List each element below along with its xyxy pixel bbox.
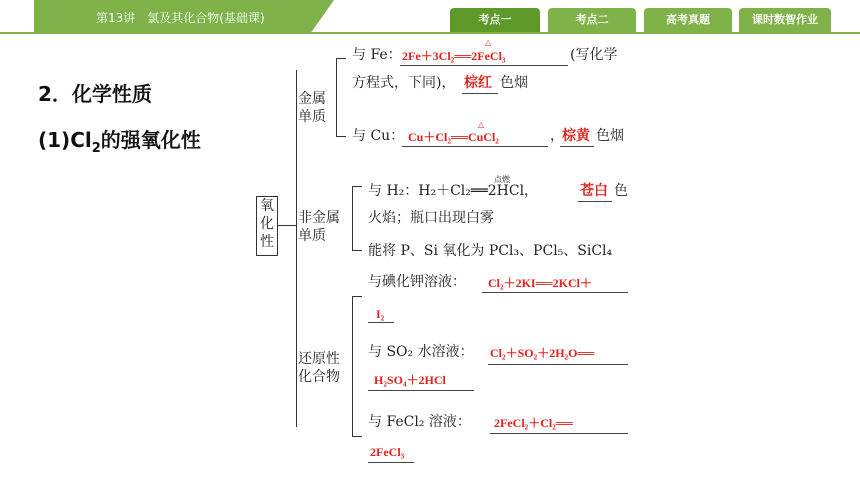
root-oxidizing-box: 氧化性 [256, 196, 278, 256]
fe-prefix: 与 Fe： [352, 47, 402, 63]
so2-prefix: 与 SO₂ 水溶液： [368, 344, 474, 360]
fe-note-2: 方程式，下同)， [352, 75, 456, 91]
cu-color: 棕黄 [562, 129, 590, 144]
metal-bracket-top [336, 58, 346, 59]
so2-underline-2 [368, 390, 474, 391]
reducing-bracket [352, 296, 353, 436]
fecl2-underline-2 [368, 462, 414, 463]
lesson-title: 第13讲 氯及其化合物(基础课) [96, 11, 265, 25]
branch-metal: 金属单质 [298, 91, 326, 125]
ki-underline-2 [368, 322, 394, 323]
cu-color-underline [560, 146, 594, 147]
top-divider [0, 32, 860, 34]
nonmetal-bracket [352, 186, 353, 250]
h2-color: 苍白 [580, 184, 608, 199]
fe-color-underline [462, 93, 498, 94]
fe-condition: △ [485, 38, 492, 47]
ki-equation-2: I₂ [376, 307, 385, 321]
h2-suffix: 色 [614, 183, 628, 199]
nonmetal-bracket-bottom [352, 250, 362, 251]
top-bar [0, 0, 860, 34]
ki-prefix: 与碘化钾溶液： [368, 274, 466, 290]
so2-underline-1 [488, 364, 628, 365]
h2-color-underline [578, 201, 612, 202]
fe-underline [400, 65, 568, 66]
fe-note: (写化学 [570, 47, 618, 63]
nonmetal-bracket-top [352, 186, 362, 187]
metal-bracket-bottom [336, 136, 346, 137]
fe-color: 棕红 [464, 76, 492, 91]
metal-bracket [336, 58, 337, 136]
trunk-line [296, 70, 297, 427]
reducing-bracket-top [352, 296, 362, 297]
cu-prefix: 与 Cu： [352, 128, 405, 144]
tab-kaodian-1[interactable]: 考点一 [450, 8, 540, 32]
p-si-text: 能将 P、Si 氧化为 PCl₃、PCl₅、SiCl₄ [368, 243, 613, 259]
tab-kaodian-2[interactable]: 考点二 [548, 8, 636, 32]
fecl2-equation-1: 2FeCl₂＋Cl₂══ [494, 416, 573, 430]
section-heading: 2．化学性质 [38, 82, 152, 106]
h2-text: 与 H₂：H₂＋Cl₂══2HCl， [368, 183, 539, 199]
h2-line-2: 火焰；瓶口出现白雾 [368, 210, 494, 226]
fecl2-equation-2: 2FeCl₃ [370, 445, 405, 459]
fecl2-prefix: 与 FeCl₂ 溶液： [368, 414, 471, 430]
fe-suffix: 色烟 [500, 75, 528, 91]
cu-sep: ， [550, 128, 564, 144]
reducing-bracket-bottom [352, 436, 362, 437]
cu-equation: Cu＋Cl₂══CuCl₂ [408, 130, 499, 144]
branch-reducing: 还原性化合物 [298, 351, 340, 385]
tab-homework[interactable]: 课时数智作业 [739, 8, 831, 32]
fecl2-underline-1 [490, 433, 628, 434]
root-connector [277, 225, 296, 226]
cu-suffix: 色烟 [596, 128, 624, 144]
h2-condition: 点燃 [494, 175, 510, 184]
ki-equation-1: Cl₂＋2KI══2KCl＋ [488, 276, 592, 290]
cu-condition: △ [478, 120, 485, 129]
subsection-heading: $(1)Cl_2$的强氧化性 [38, 128, 201, 156]
branch-nonmetal: 非金属单质 [298, 210, 340, 244]
fe-equation: 2Fe＋3Cl₂══2FeCl₃ [402, 49, 506, 63]
so2-equation-2: H₂SO₄＋2HCl [374, 373, 446, 387]
tab-gaokao-zhenti[interactable]: 高考真题 [644, 8, 732, 32]
ki-underline-1 [482, 292, 628, 293]
cu-underline [402, 146, 548, 147]
so2-equation-1: Cl₂＋SO₂＋2H₂O══ [490, 346, 595, 360]
